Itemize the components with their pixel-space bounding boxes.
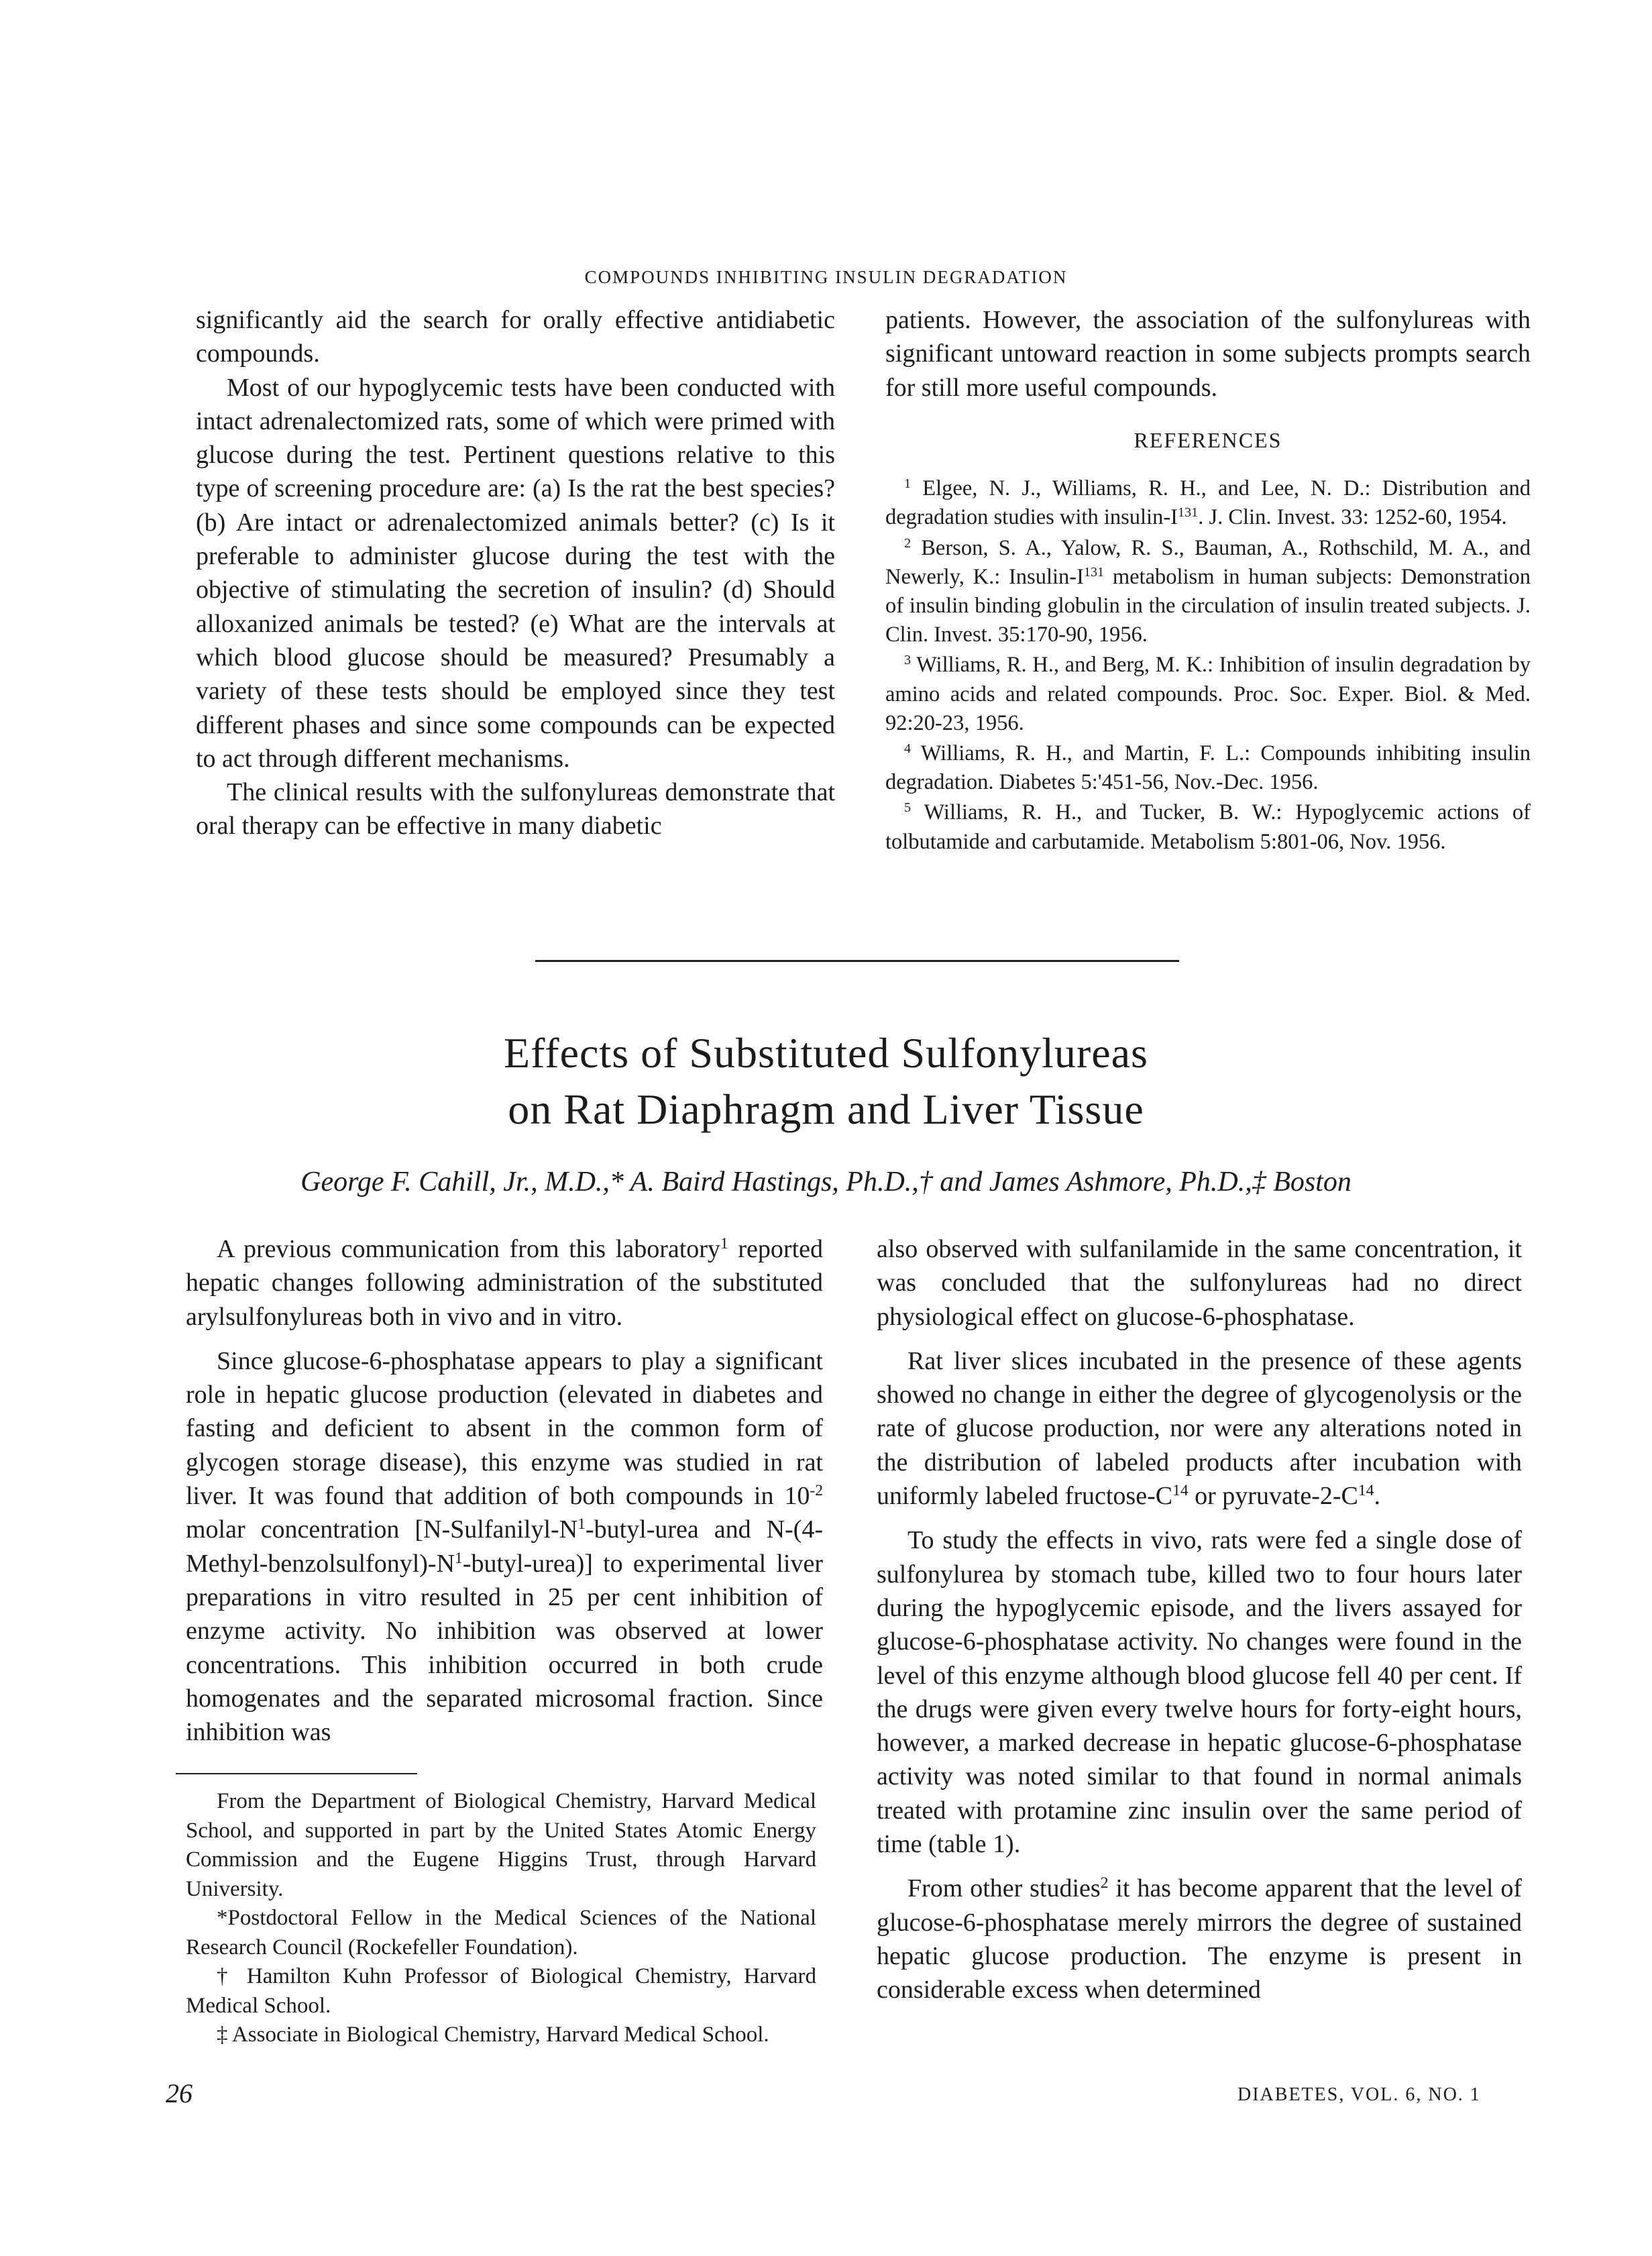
reference-number: 5 [904,800,912,816]
superscript: 1 [455,1549,463,1567]
superscript: 1 [577,1515,586,1534]
superscript: 131 [1083,564,1105,580]
author-line: George F. Cahill, Jr., M.D.,* A. Baird Hastings, Ph.D.,† and James Ashmore, Ph.D.,‡ Boston [300,1167,1352,1197]
text: -butyl-urea)] to experimental liver preparations in vitro resulted in 25 per cent inhibition of enzyme activity. No inhibition was observed at lower concentrations. This inhibition occurred in both crude homogenates and the separated microsomal fraction. Since inhibition was [186,1549,823,1747]
text: Since glucose-6-phosphatase appears to play a significant role in hepatic glucose production (elevated in diabetes and fasting and deficient to absent in the common form of glycogen storage disease), this enzyme was studied in rat liver. It was found that addition of both compounds in 10 [186,1346,823,1511]
reference-number: 3 [904,653,912,668]
text: . [1374,1482,1380,1511]
reference-item [885,651,1531,738]
footnote-rule [176,1773,417,1774]
reference-text: metabolism in human subjects: Demonstration of insulin binding globulin in the circulation of insulin treated subjects. J. Clin. Invest. 35:170-90, 1956. [885,564,1531,647]
reference-text: Williams, R. H., and Martin, F. L.: Compounds inhibiting insulin degradation. Diabetes 5:'451-56, Nov.-Dec. 1956. [885,741,1531,795]
superscript: -2 [810,1482,823,1500]
article-title-block [0,1025,1652,1138]
text: -butyl-urea and N-(4-Methyl-benzolsulfonyl)-N [186,1515,823,1578]
reference-text: Williams, R. H., and Berg, M. K.: Inhibition of insulin degradation by amino acids and related compounds. Proc. Soc. Exper. Biol. & Med. 92:20-23, 1956. [885,653,1531,735]
reference-item [885,739,1531,797]
section-divider [535,960,1179,962]
paragraph [186,1344,823,1750]
footnote: *Postdoctoral Fellow in the Medical Sciences of the National Research Council (Rockefeller Foundation). [186,1906,816,1959]
page-number: 26 [166,2078,192,2108]
running-head: COMPOUNDS INHIBITING INSULIN DEGRADATION [584,267,1068,287]
paragraph [877,1872,1522,2006]
paragraph: also observed with sulfanilamide in the same concentration, it was concluded that the sulfonylureas had no direct physiological effect on glucose-6-phosphatase. [877,1235,1522,1331]
reference-number: 4 [904,741,912,756]
footnote: † Hamilton Kuhn Professor of Biological Chemistry, Harvard Medical School. [186,1964,816,2018]
footnote: ‡ Associate in Biological Chemistry, Harvard Medical School. [217,2023,769,2047]
paragraph [877,1344,1522,1513]
reference-item [885,474,1531,532]
footnote: From the Department of Biological Chemistry, Harvard Medical School, and supported in part by the United States Atomic Energy Commission and the Eugene Higgins Trust, through Harvard University. [186,1789,816,1901]
top-right-column [885,303,1531,857]
journal-footer: DIABETES, VOL. 6, NO. 1 [1237,2084,1481,2105]
paragraph: To study the effects in vivo, rats were fed a single dose of sulfonylurea by stomach tube, killed two to four hours later during the hypoglycemic episode, and the livers assayed for glucose-6-phosphatase activity. No changes were found in the level of this enzyme although blood glucose fell 40 per cent. If the drugs were given every twelve hours for forty-eight hours, however, a marked decrease in hepatic glucose-6-phosphatase activity was noted similar to that found in normal animals treated with protamine zinc insulin over the same period of time (table 1). [877,1526,1522,1859]
reference-item [885,798,1531,856]
paragraph: significantly aid the search for orally effective antidiabetic compounds. [196,306,835,368]
reference-text: Berson, S. A., Yalow, R. S., Bauman, A., Rothschild, M. A., and Newerly, K.: Insulin-I [885,535,1531,589]
reference-text: Elgee, N. J., Williams, R. H., and Lee, N. D.: Distribution and degradation studies with insulin-I [885,476,1531,530]
top-left-column [196,303,835,843]
superscript: 14 [1172,1482,1189,1500]
article-right-column [877,1232,1522,2007]
references-heading: REFERENCES [1134,427,1282,452]
article-title-line-2: on Rat Diaphragm and Liver Tissue [508,1085,1144,1133]
reference-text: . J. Clin. Invest. 33: 1252-60, 1954. [1198,505,1507,530]
text: molar concentration [N-Sulfanilyl-N [186,1515,578,1544]
text: A previous communication from this laboratory [217,1235,720,1263]
superscript: 14 [1358,1482,1374,1500]
paragraph: The clinical results with the sulfonylureas demonstrate that oral therapy can be effective in many diabetic [196,778,835,841]
reference-item [885,534,1531,650]
text: it has become apparent that the level of glucose-6-phosphatase merely mirrors the degree of sustained hepatic glucose production. The enzyme is present in considerable excess when determined [877,1874,1522,2004]
citation-superscript: 2 [1100,1874,1109,1892]
paragraph: patients. However, the association of the sulfonylureas with significant untoward reaction in some subjects prompts search for still more useful compounds. [885,306,1531,402]
text: From other studies [907,1874,1101,1903]
paragraph: Most of our hypoglycemic tests have been conducted with intact adrenalectomized rats, some of which were primed with glucose during the test. Pertinent questions relative to this type of screening procedure are: (a) Is the rat the best species? (b) Are intact or adrenalectomized animals better? (c) Is it preferable to administer glucose during the test with the objective of stimulating the secretion of insulin? (d) Should alloxanized animals be tested? (e) What are the intervals at which blood glucose should be measured? Presumably a variety of these tests should be employed since they test different phases and since some compounds can be expected to act through different mechanisms. [196,373,835,773]
reference-number: 1 [904,476,912,492]
reference-text: Williams, R. H., and Tucker, B. W.: Hypoglycemic actions of tolbutamide and carbutamide. Metabolism 5:801-06, Nov. 1956. [885,800,1531,854]
text: or pyruvate-2-C [1188,1482,1358,1511]
text: Rat liver slices incubated in the presence of these agents showed no change in either the degree of glycogenolysis or the rate of glucose production, nor were any alterations noted in the distribution of labeled products after incubation with uniformly labeled fructose-C [877,1346,1522,1511]
paragraph [186,1232,823,1334]
reference-list [885,474,1531,857]
article-title-line-1: Effects of Substituted Sulfonylureas [504,1029,1148,1077]
footnotes [186,1787,816,2050]
superscript: 131 [1177,505,1199,521]
citation-superscript: 1 [720,1235,728,1253]
reference-number: 2 [904,535,912,551]
text: reported hepatic changes following administration of the substituted arylsulfonylureas both in vivo and in vitro. [186,1235,823,1331]
article-left-column [186,1232,823,1749]
